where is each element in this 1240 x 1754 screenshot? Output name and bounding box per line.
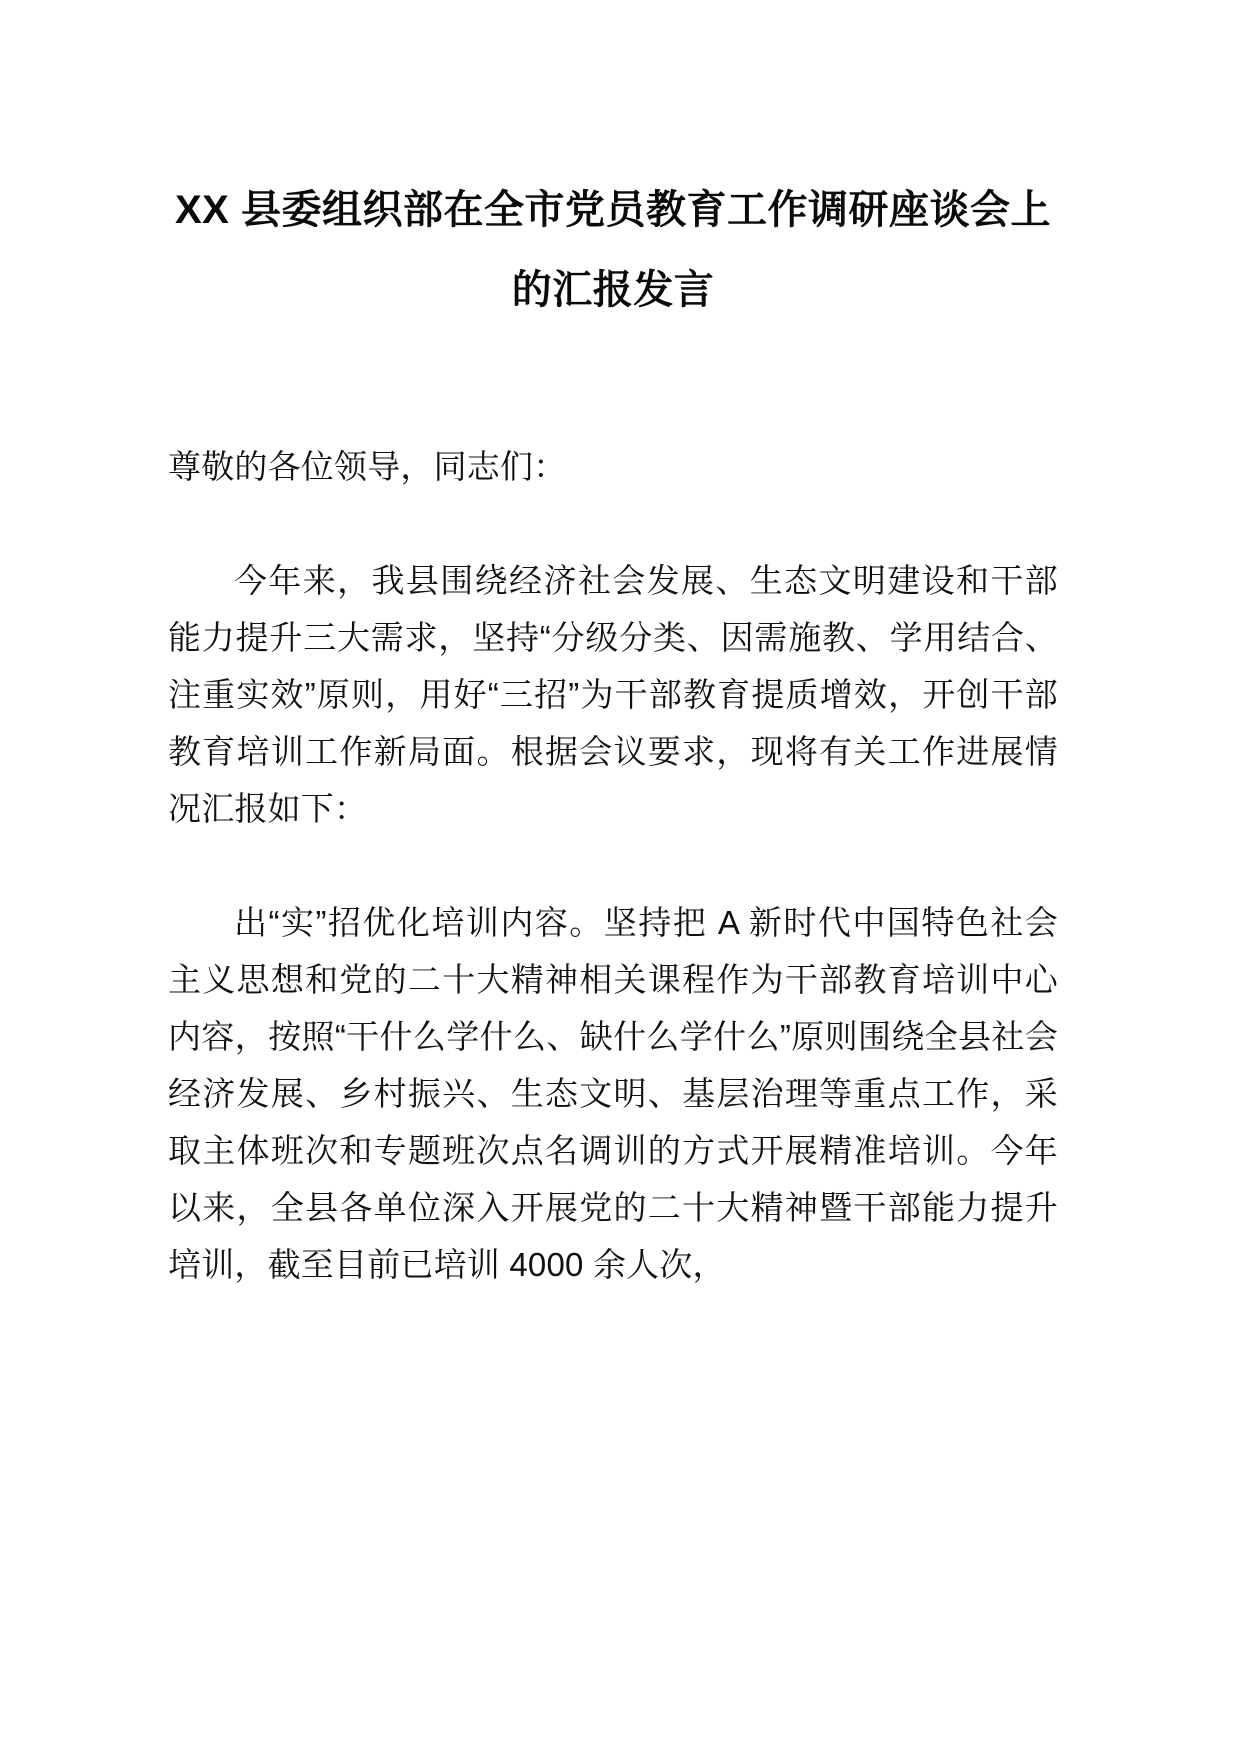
document-content <box>168 0 1058 1293</box>
document-body <box>168 438 1058 1293</box>
paragraph-intro: 今年来，我县围绕经济社会发展、生态文明建设和干部能力提升三大需求，坚持“分级分类、因需施教、学用结合、注重实效”原则，用好“三招”为干部教育提质增效，开创干部教育培训工作新局面。根据会议要求，现将有关工作进展情况汇报如下： <box>168 562 1058 827</box>
page-title: XX 县委组织部在全市党员教育工作调研座谈会上的汇报发言 <box>175 188 1051 312</box>
salutation-line: 尊敬的各位领导，同志们： <box>168 448 567 485</box>
paragraph-section-one: 出“实”招优化培训内容。坚持把 A 新时代中国特色社会主义思想和党的二十大精神相关课程作为干部教育培训中心内容，按照“干什么学什么、缺什么学什么”原则围绕全县社会经济发展、乡村振兴、生态文明、基层治理等重点工作，采取主体班次和专题班次点名调训的方式开展精准培训。今年以来，全县各单位深入开展党的二十大精神暨干部能力提升培训，截至目前已培训 4000 余人次， <box>168 904 1058 1283</box>
